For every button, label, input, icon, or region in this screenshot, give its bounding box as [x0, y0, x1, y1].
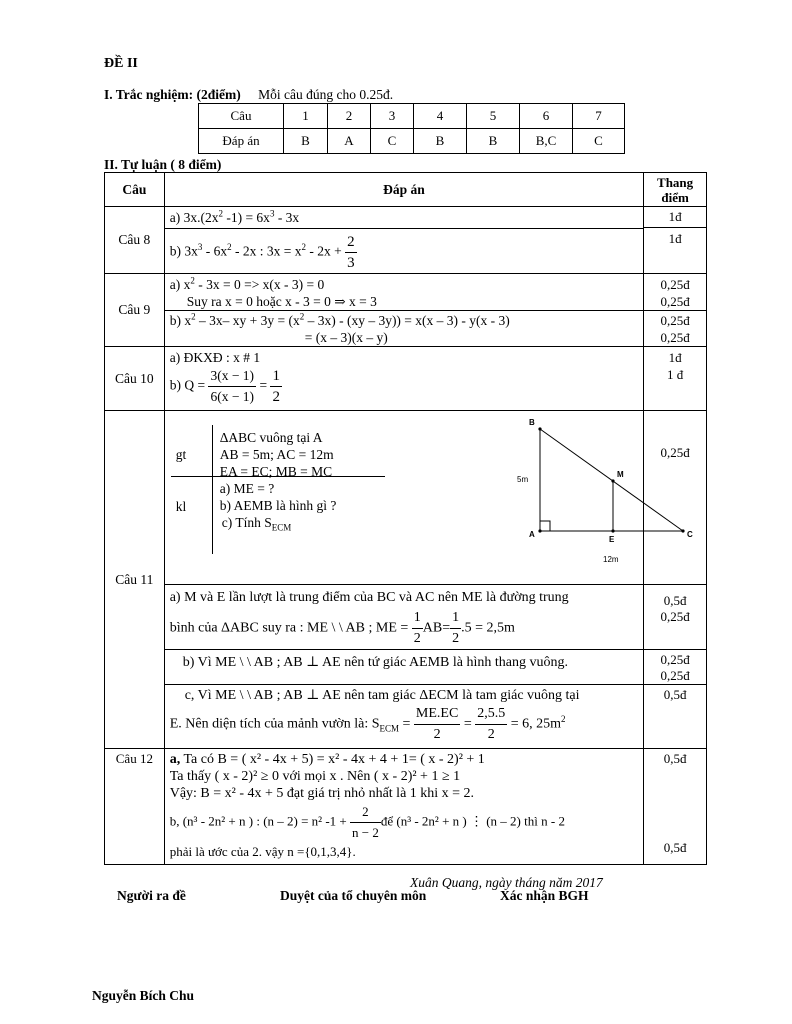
label-ac-length: 12m: [602, 555, 619, 564]
signature-author-title: Người ra đề: [117, 888, 186, 903]
fraction-n-2: $\frac{2}{n - 2}$: [352, 804, 379, 840]
mc-question-cell: 6: [520, 104, 573, 129]
answer-table: [104, 172, 707, 865]
multiple-choice-table: [198, 103, 625, 154]
q8-scores: 1đ 1đ: [644, 207, 707, 274]
mc-question-cell: 7: [573, 104, 625, 129]
header-row: [105, 173, 707, 207]
q9-part-b2: = (x – 3)(x – y): [304, 330, 388, 345]
section1-note: Mỗi câu đúng cho 0.25đ.: [258, 87, 394, 102]
q11-part-c-row: [105, 685, 707, 749]
label-e: E: [608, 535, 615, 544]
label-c: C: [686, 530, 693, 539]
mc-question-cell: 2: [328, 104, 371, 129]
q9-part-a1: a) $x^2 - 3x = 0 => x(x - 3) = 0$: [169, 275, 325, 292]
q9-label: Câu 9: [105, 274, 165, 347]
q10-scores: 1đ 1 đ: [644, 347, 707, 411]
mc-row-label: Đáp án: [199, 129, 284, 154]
header-cau: Câu: [105, 173, 165, 207]
mc-answer-cell: C: [371, 129, 414, 154]
q8-part-b: b) $3x^3 - 6x^2 - 2x$ : $3x = x^2 - 2x$ + $\frac{2}{3}$: [169, 234, 355, 271]
kl-lines: a) ME = ? b) AEMB là hình gì ? c) Tính $S_{ECM}$: [219, 481, 337, 533]
q8-part-a: a) $3x.(2x^2$ $-1) = 6x^3 - 3x$: [169, 208, 300, 225]
header-dap-an: Đáp án: [164, 173, 643, 207]
mc-answer-cell: C: [573, 129, 625, 154]
q8-row: [105, 207, 707, 274]
q12-answer: a, Ta có B = ( x² - 4x + 5) = x² - 4x + 4 + 1= ( x - 2)² + 1 Ta thấy ( x - 2)² ≥ 0 với mọi x . Nên ( x - 2)² + 1 ≥ 1 Vậy: B = x² - 4x + 5 đạt giá trị nhỏ nhất là 1 khi x = 2. b, (n³ - 2n² + n ) : (n – 2) = n² -1 + $\frac{2}{n - 2}$ để (n³ - 2n² + n ) ⋮ (n – 2) thì n - 2 phải là ước của 2. vậy n ={0,1,3,4}.: [164, 749, 643, 865]
q9-scores: 0,25đ 0,25đ 0,25đ 0,25đ: [644, 274, 707, 347]
label-m: M: [616, 470, 624, 479]
q9-part-b1: b) $x^2 - 3x-$ xy + $3y = (x^2 - 3x) - (xy - 3y)) = x(x - 3) - y(x - 3)$: [169, 311, 510, 328]
q9-part-a2: Suy ra x = 0 hoặc x - 3 = 0 ⇒ x = 3: [186, 294, 377, 309]
q12-label: Câu 12: [105, 749, 165, 865]
section1-heading: [104, 87, 393, 103]
fraction-me-ec: $\frac{ME.EC}{2}$: [415, 706, 459, 742]
mc-answer-row: [199, 129, 625, 154]
q11-part-b: b) Vì ME \ \ AB ; AB ⊥ AE nên tứ giác AEMB là hình thang vuông.: [164, 650, 643, 685]
mc-question-cell: 3: [371, 104, 414, 129]
mc-answer-cell: B,C: [520, 129, 573, 154]
q10-answer: [164, 347, 643, 411]
exam-title: ĐỀ II: [104, 56, 138, 71]
fraction-2-3: $\frac{2}{3}$: [347, 234, 355, 271]
mc-answer-cell: A: [328, 129, 371, 154]
q10-part-a: a) ĐKXĐ : x # 1: [169, 350, 261, 365]
section2-title: II. Tự luận ( 8 điểm): [104, 157, 222, 172]
q9-answer: [164, 274, 643, 347]
q11-part-a: a) M và E lần lượt là trung điểm của BC và AC nên ME là đường trung bình của ΔABC suy ra : ME \ \ AB ; ME = $\frac{1}{2}$ AB= $\frac{1}{2}$ .5 = 2,5m: [164, 585, 643, 650]
label-b: B: [528, 418, 535, 427]
mc-answer-cell: B: [467, 129, 520, 154]
mc-question-cell: 4: [414, 104, 467, 129]
author-name: Nguyễn Bích Chu: [92, 988, 195, 1003]
header-thang-diem: Thang điểm: [644, 173, 707, 207]
fraction-area: $\frac{2,5.5}{2}$: [477, 706, 506, 742]
q8-label: Câu 8: [105, 207, 165, 274]
q11-figure-score: 0,25đ: [644, 411, 707, 585]
q12-row: [105, 749, 707, 865]
fraction-q: $\frac{3(x - 1)}{6(x - 1)}$: [210, 368, 255, 404]
signature-department: Duyệt của tổ chuyên môn: [280, 888, 427, 903]
q10-row: [105, 347, 707, 411]
label-a: A: [528, 530, 535, 539]
kl-label: kl: [175, 499, 187, 514]
mc-question-row: [199, 104, 625, 129]
signature-board: Xác nhận BGH: [500, 888, 589, 903]
q11-part-a-row: [105, 585, 707, 650]
date-line: Xuân Quang, ngày tháng năm 2017: [410, 875, 603, 890]
mc-row-label: Câu: [199, 104, 284, 129]
q12-scores: 0,5đ 0,5đ: [644, 749, 707, 865]
q11-figure-row: [105, 411, 707, 585]
section1-title: I. Trắc nghiệm: (2điểm): [104, 87, 241, 102]
mc-answer-cell: B: [414, 129, 467, 154]
q11-part-c-score: 0,5đ: [644, 685, 707, 749]
q8-answer: [164, 207, 643, 274]
fraction-half-2: $\frac{1}{2}$: [452, 610, 460, 646]
q9-row: [105, 274, 707, 347]
q11-part-c: c, Vì ME \ \ AB ; AB ⊥ AE nên tam giác ΔECM là tam giác vuông tại E. Nên diện tích của mảnh vườn là: $S_{ECM}$ = $\frac{ME.EC}{2}$ = $\frac{2,5.5}{2}$ = 6, $25m^2$: [164, 685, 643, 749]
mc-answer-cell: B: [284, 129, 328, 154]
q10-label: Câu 10: [105, 347, 165, 411]
q11-part-b-scores: 0,25đ 0,25đ: [644, 650, 707, 685]
gt-lines: ΔABC vuông tại A AB = 5m; AC = 12m EA = EC; MB = MC: [219, 430, 334, 479]
fraction-half-1: $\frac{1}{2}$: [413, 610, 421, 646]
mc-question-cell: 1: [284, 104, 328, 129]
mc-question-cell: 5: [467, 104, 520, 129]
q10-part-b: b) Q = $\frac{3(x - 1)}{6(x - 1)}$ = $\frac{1}{2}$: [169, 368, 280, 405]
gt-label: gt: [175, 447, 187, 462]
q11-part-b-row: [105, 650, 707, 685]
q11-label: Câu 11: [105, 411, 165, 749]
q11-part-a-scores: 0,5đ 0,25đ: [644, 585, 707, 650]
label-ab-length: 5m: [516, 475, 528, 484]
